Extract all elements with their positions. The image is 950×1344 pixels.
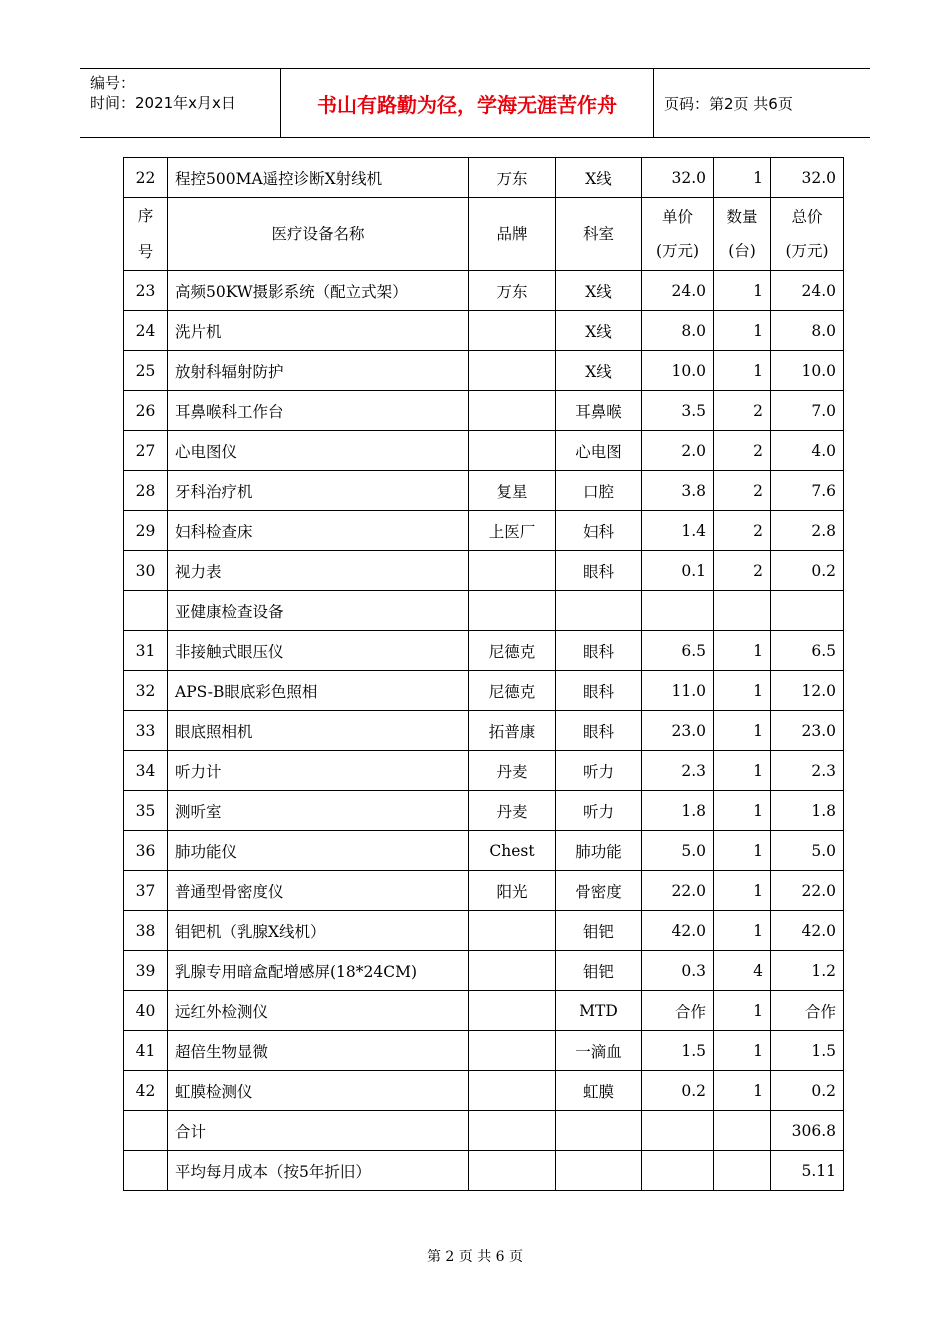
table-row [124,951,844,991]
cell-quantity: 1 [714,671,771,711]
cell-quantity: 2 [714,431,771,471]
cell-total-price: 2.3 [771,751,844,791]
col-header-index-line2: 号 [137,243,154,261]
cell-device-name: 肺功能仪 [168,831,469,871]
cell-index [124,1111,168,1151]
cell-department: 口腔 [556,471,642,511]
cell-department: 眼科 [556,551,642,591]
cell-brand [469,1071,556,1111]
table-row [124,671,844,711]
cell-device-name: 眼底照相机 [168,711,469,751]
cell-unit-price: 1.5 [642,1031,714,1071]
cell-quantity: 2 [714,551,771,591]
cell-brand [469,1031,556,1071]
cell-unit-price [642,1151,714,1191]
cell-quantity: 1 [714,311,771,351]
cell-unit-price: 8.0 [642,311,714,351]
cell-device-name: 远红外检测仪 [168,991,469,1031]
col-header-device-name: 医疗设备名称 [168,198,469,271]
table-row [124,911,844,951]
cell-unit-price: 0.2 [642,1071,714,1111]
cell-unit-price: 11.0 [642,671,714,711]
cell-index: 37 [124,871,168,911]
column-header-row [124,198,844,271]
cell-total-price: 23.0 [771,711,844,751]
cell-device-name: APS-B眼底彩色照相 [168,671,469,711]
cell-quantity [714,591,771,631]
cell-unit-price: 23.0 [642,711,714,751]
cell-department: 眼科 [556,711,642,751]
cell-index: 23 [124,271,168,311]
cell-index: 24 [124,311,168,351]
cell-department: 肺功能 [556,831,642,871]
cell-index: 32 [124,671,168,711]
cell-department: X线 [556,311,642,351]
cell-unit-price: 22.0 [642,871,714,911]
cell-total-price: 1.5 [771,1031,844,1071]
col-header-total-price [771,198,844,271]
col-header-quantity-line2: (台) [728,242,756,260]
equipment-table-body [124,158,844,1191]
cell-device-name: 妇科检查床 [168,511,469,551]
cell-device-name: 平均每月成本（按5年折旧） [168,1151,469,1191]
cell-quantity: 1 [714,911,771,951]
cell-total-price: 6.5 [771,631,844,671]
cell-device-name: 放射科辐射防护 [168,351,469,391]
cell-device-name: 亚健康检查设备 [168,591,469,631]
cell-index: 26 [124,391,168,431]
col-header-unit-price [642,198,714,271]
cell-brand: Chest [469,831,556,871]
cell-total-price: 22.0 [771,871,844,911]
cell-index: 39 [124,951,168,991]
cell-brand [469,431,556,471]
table-row [124,511,844,551]
cell-brand: 拓普康 [469,711,556,751]
cell-unit-price: 0.1 [642,551,714,591]
cell-index: 30 [124,551,168,591]
cell-brand: 丹麦 [469,751,556,791]
cell-index [124,1151,168,1191]
cell-total-price: 8.0 [771,311,844,351]
cell-quantity: 1 [714,831,771,871]
cell-device-name: 程控500MA遥控诊断X射线机 [168,158,469,198]
page-indicator: 页码：第2页 共6页 [664,94,793,113]
cell-unit-price: 合作 [642,991,714,1031]
cell-department: 骨密度 [556,871,642,911]
cell-device-name: 乳腺专用暗盒配增感屏(18*24CM) [168,951,469,991]
cell-index: 36 [124,831,168,871]
cell-device-name: 钼钯机（乳腺X线机） [168,911,469,951]
cell-index: 34 [124,751,168,791]
cell-total-price: 42.0 [771,911,844,951]
cell-quantity: 1 [714,711,771,751]
cell-brand [469,1151,556,1191]
cell-total-price: 306.8 [771,1111,844,1151]
cell-device-name: 合计 [168,1111,469,1151]
cell-brand [469,311,556,351]
cell-quantity [714,1151,771,1191]
table-row [124,1111,844,1151]
table-row [124,471,844,511]
cell-brand [469,551,556,591]
table-row [124,311,844,351]
cell-index: 31 [124,631,168,671]
cell-department: X线 [556,158,642,198]
cell-brand [469,991,556,1031]
cell-total-price: 0.2 [771,551,844,591]
cell-brand: 尼德克 [469,671,556,711]
table-row [124,391,844,431]
col-header-brand: 品牌 [469,198,556,271]
cell-unit-price: 5.0 [642,831,714,871]
cell-brand [469,351,556,391]
cell-total-price: 合作 [771,991,844,1031]
cell-quantity: 1 [714,991,771,1031]
table-row [124,991,844,1031]
header-meta [80,69,281,137]
equipment-table [123,157,844,1191]
col-header-unit-price-line2: (万元) [655,242,700,260]
cell-device-name: 普通型骨密度仪 [168,871,469,911]
col-header-quantity [714,198,771,271]
cell-index: 42 [124,1071,168,1111]
cell-brand [469,951,556,991]
cell-total-price: 1.2 [771,951,844,991]
table-row [124,351,844,391]
motto: 书山有路勤为径，学海无涯苦作舟 [317,92,617,117]
col-header-total-price-line1: 总价 [791,208,823,226]
cell-index [124,591,168,631]
cell-total-price: 1.8 [771,791,844,831]
col-header-department: 科室 [556,198,642,271]
cell-index: 27 [124,431,168,471]
cell-unit-price: 3.5 [642,391,714,431]
cell-total-price: 5.11 [771,1151,844,1191]
table-row [124,831,844,871]
table-row [124,271,844,311]
table-row [124,751,844,791]
cell-device-name: 听力计 [168,751,469,791]
cell-total-price: 32.0 [771,158,844,198]
cell-unit-price: 1.4 [642,511,714,551]
cell-department [556,1151,642,1191]
cell-department: X线 [556,351,642,391]
cell-department [556,591,642,631]
cell-department: 耳鼻喉 [556,391,642,431]
cell-department: 一滴血 [556,1031,642,1071]
cell-quantity [714,1111,771,1151]
cell-index: 40 [124,991,168,1031]
cell-index: 22 [124,158,168,198]
cell-device-name: 心电图仪 [168,431,469,471]
cell-brand [469,1111,556,1151]
cell-brand [469,911,556,951]
cell-quantity: 1 [714,871,771,911]
table-row [124,158,844,198]
col-header-total-price-line2: (万元) [785,242,829,260]
cell-index: 33 [124,711,168,751]
cell-device-name: 洗片机 [168,311,469,351]
cell-index: 28 [124,471,168,511]
table-row [124,1031,844,1071]
cell-brand [469,391,556,431]
cell-device-name: 视力表 [168,551,469,591]
cell-index: 38 [124,911,168,951]
cell-quantity: 1 [714,1071,771,1111]
cell-brand: 阳光 [469,871,556,911]
cell-total-price: 0.2 [771,1071,844,1111]
cell-quantity: 1 [714,271,771,311]
cell-unit-price: 32.0 [642,158,714,198]
cell-unit-price: 24.0 [642,271,714,311]
cell-device-name: 非接触式眼压仪 [168,631,469,671]
cell-quantity: 1 [714,791,771,831]
col-header-quantity-line1: 数量 [726,208,758,226]
cell-device-name: 高频50KW摄影系统（配立式架） [168,271,469,311]
cell-unit-price: 10.0 [642,351,714,391]
cell-brand: 万东 [469,158,556,198]
cell-device-name: 耳鼻喉科工作台 [168,391,469,431]
page-header [80,68,870,138]
cell-device-name: 牙科治疗机 [168,471,469,511]
cell-total-price: 10.0 [771,351,844,391]
cell-department: X线 [556,271,642,311]
cell-total-price: 4.0 [771,431,844,471]
cell-unit-price: 2.3 [642,751,714,791]
cell-total-price: 5.0 [771,831,844,871]
cell-unit-price: 1.8 [642,791,714,831]
cell-department [556,1111,642,1151]
col-header-index [124,198,168,271]
table-row [124,711,844,751]
cell-quantity: 2 [714,511,771,551]
cell-department: 听力 [556,751,642,791]
cell-department: MTD [556,991,642,1031]
cell-index: 35 [124,791,168,831]
cell-unit-price: 0.3 [642,951,714,991]
cell-total-price: 7.6 [771,471,844,511]
cell-quantity: 1 [714,751,771,791]
cell-total-price: 2.8 [771,511,844,551]
table-row [124,1071,844,1111]
cell-brand: 上医厂 [469,511,556,551]
cell-quantity: 2 [714,471,771,511]
cell-quantity: 1 [714,1031,771,1071]
cell-quantity: 2 [714,391,771,431]
cell-quantity: 1 [714,158,771,198]
cell-total-price: 7.0 [771,391,844,431]
table-row [124,431,844,471]
cell-department: 眼科 [556,671,642,711]
table-row [124,551,844,591]
cell-department: 听力 [556,791,642,831]
cell-unit-price: 42.0 [642,911,714,951]
col-header-unit-price-line1: 单价 [661,208,693,226]
table-row [124,631,844,671]
time-label: 时间：2021年x月x日 [90,94,236,112]
cell-index: 29 [124,511,168,551]
cell-quantity: 1 [714,351,771,391]
cell-unit-price [642,1111,714,1151]
header-motto-cell [281,69,654,137]
cell-device-name: 虹膜检测仪 [168,1071,469,1111]
table-row [124,591,844,631]
cell-device-name: 超倍生物显微 [168,1031,469,1071]
cell-brand: 复星 [469,471,556,511]
cell-index: 41 [124,1031,168,1071]
cell-total-price: 24.0 [771,271,844,311]
cell-department: 钼钯 [556,951,642,991]
cell-total-price [771,591,844,631]
cell-unit-price [642,591,714,631]
cell-brand: 尼德克 [469,631,556,671]
cell-unit-price: 3.8 [642,471,714,511]
number-label: 编号： [90,74,136,92]
col-header-index-line1: 序 [137,207,154,225]
cell-index: 25 [124,351,168,391]
cell-department: 眼科 [556,631,642,671]
cell-total-price: 12.0 [771,671,844,711]
table-row [124,791,844,831]
table-row [124,871,844,911]
cell-quantity: 1 [714,631,771,671]
cell-brand: 万东 [469,271,556,311]
cell-department: 钼钯 [556,911,642,951]
cell-unit-price: 6.5 [642,631,714,671]
cell-brand: 丹麦 [469,791,556,831]
cell-brand [469,591,556,631]
cell-department: 虹膜 [556,1071,642,1111]
cell-unit-price: 2.0 [642,431,714,471]
page-footer: 第 2 页 共 6 页 [426,1249,524,1265]
cell-department: 心电图 [556,431,642,471]
cell-quantity: 4 [714,951,771,991]
table-row [124,1151,844,1191]
cell-department: 妇科 [556,511,642,551]
cell-device-name: 测听室 [168,791,469,831]
